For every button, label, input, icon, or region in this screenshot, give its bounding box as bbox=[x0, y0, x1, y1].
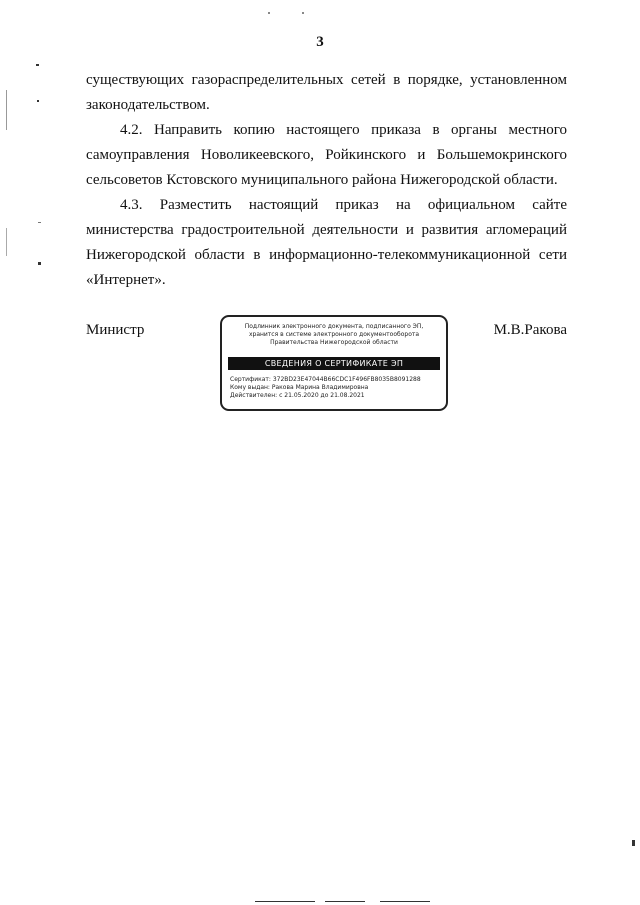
paragraph-4-3: 4.3. Разместить настоящий приказ на официальном сайте министерства градостроительной деятельности и развития агломераций Нижегородской области в информационно-телекоммуникационной сети «Интернет». bbox=[86, 197, 567, 288]
scan-mark bbox=[6, 90, 7, 130]
footer-scan-line bbox=[255, 901, 315, 902]
scan-mark bbox=[38, 262, 41, 265]
document-body bbox=[86, 68, 567, 293]
electronic-signature-stamp bbox=[220, 315, 448, 411]
stamp-banner: СВЕДЕНИЯ О СЕРТИФИКАТЕ ЭП bbox=[228, 357, 440, 370]
paragraph-continuation: существующих газораспределительных сетей в порядке, установленном законодательством. bbox=[86, 72, 567, 113]
stamp-header-line: Правительства Нижегородской области bbox=[270, 339, 398, 346]
signer-position: Министр bbox=[86, 322, 145, 338]
scan-mark bbox=[268, 12, 270, 14]
stamp-details bbox=[230, 376, 440, 400]
stamp-header bbox=[228, 323, 440, 347]
scan-mark bbox=[37, 100, 39, 102]
stamp-validity: Действителен: с 21.05.2020 до 21.08.2021 bbox=[230, 392, 365, 399]
footer-scan-line bbox=[380, 901, 430, 902]
stamp-header-line: хранится в системе электронного документооборота bbox=[248, 331, 420, 338]
scan-mark bbox=[6, 228, 7, 256]
footer-scan-line bbox=[325, 901, 365, 902]
scan-mark bbox=[302, 12, 304, 14]
scan-mark bbox=[632, 840, 635, 846]
stamp-header-line: Подлинник электронного документа, подписанного ЭП, bbox=[244, 323, 424, 330]
signature-block bbox=[0, 315, 640, 425]
stamp-issued-to: Кому выдан: Ракова Марина Владимировна bbox=[230, 384, 369, 391]
stamp-certificate: Сертификат: 372BD23E47044B66CDC1F496FB8035B8091288 bbox=[230, 376, 421, 383]
scan-mark bbox=[38, 222, 41, 223]
paragraph-4-2: 4.2. Направить копию настоящего приказа в органы местного самоуправления Новоликеевского, Ройкинского и Большемокринского сельсоветов Кстовского муниципального района Нижегородской области. bbox=[86, 122, 567, 188]
scan-mark bbox=[36, 64, 39, 66]
signer-name: М.В.Ракова bbox=[493, 322, 567, 338]
page-number: 3 bbox=[316, 34, 324, 50]
